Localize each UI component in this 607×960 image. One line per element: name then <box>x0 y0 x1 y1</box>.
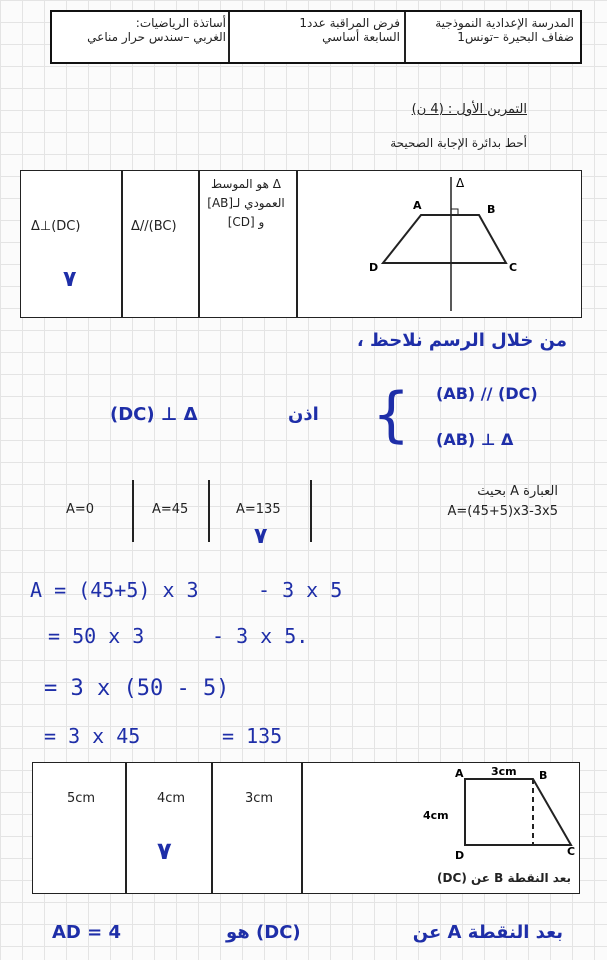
question3-stem: بعد النقطة B عن (DC) <box>437 871 571 885</box>
handwritten-conclusion: (DC) ⊥ Δ <box>110 404 198 425</box>
instruction-text: أحط بدائرة الإجابة الصحيحة <box>390 136 527 150</box>
option-5cm[interactable]: 5cm <box>67 791 96 806</box>
option-a-135[interactable]: A=135 <box>236 502 281 517</box>
question2-row <box>20 480 580 549</box>
label-b: B <box>487 203 496 216</box>
teachers-names: أساتذة الرياضيات: الغربي –سندس حرار مناعي <box>87 16 226 44</box>
calc-line-3: = 3 x (50 - 5) <box>44 676 230 701</box>
check-mark-q2: ٧ <box>254 524 268 549</box>
calc-line-4b: = 135 <box>222 724 283 748</box>
option-mediator[interactable]: Δ هو الموسط العمودي لـ[AB] و [CD] <box>207 177 285 229</box>
label-top-length: 3cm <box>491 765 517 778</box>
label-delta: Δ <box>456 176 465 190</box>
handwritten-parallel: (AB) // (DC) <box>436 384 538 403</box>
label-a: A <box>455 767 464 780</box>
option-3cm[interactable]: 3cm <box>245 791 274 806</box>
label-c: C <box>567 845 576 858</box>
calc-line-1b: - 3 x 5 <box>258 578 343 602</box>
handwritten-therefore: اذن <box>288 404 319 425</box>
right-trapezoid-figure <box>305 763 577 871</box>
option-4cm[interactable]: 4cm <box>157 791 186 806</box>
question2-stem: العبارة A بحيث A=(45+5)x3-3x5 <box>447 484 558 519</box>
label-c: C <box>509 261 518 274</box>
question3-table <box>32 762 580 894</box>
option-a-45[interactable]: A=45 <box>152 502 189 517</box>
school-name: المدرسة الإعدادية النموذجية ضفاف البحيرة –تونس1 <box>435 16 574 44</box>
header-box <box>50 10 582 64</box>
calc-line-4a: = 3 x 45 <box>44 724 141 748</box>
handwritten-dc: (DC) هو <box>226 922 301 943</box>
question1-table <box>20 170 582 318</box>
calc-line-1a: A = (45+5) x 3 <box>30 578 199 602</box>
handwritten-brace: { <box>372 380 411 450</box>
calc-line-2a: = 50 x 3 <box>48 624 145 648</box>
label-a: A <box>413 199 422 212</box>
trapezoid-figure <box>301 171 579 317</box>
label-side-length: 4cm <box>423 809 449 822</box>
handwritten-ad: AD = 4 <box>52 922 122 943</box>
check-mark: ٧ <box>63 267 77 292</box>
handwritten-observation: من خلال الرسم نلاحظ ، <box>356 330 567 351</box>
label-d: D <box>455 849 465 862</box>
option-parallel[interactable]: Δ//(BC) <box>131 219 177 234</box>
label-d: D <box>369 261 379 274</box>
calc-line-2b: - 3 x 5. <box>212 624 309 648</box>
check-mark-q3: ٧ <box>157 837 172 865</box>
handwritten-distance: بعد النقطة A عن <box>412 922 563 943</box>
exam-title: فرض المراقبة عدد1 السابعة أساسي <box>299 16 400 44</box>
exercise-title: التمرين الأول : (4 ن) <box>411 102 527 117</box>
option-a-0[interactable]: A=0 <box>66 502 95 517</box>
handwritten-perpendicular: (AB) ⊥ Δ <box>436 430 514 449</box>
label-b: B <box>539 769 548 782</box>
option-perpendicular[interactable]: Δ⊥(DC) <box>31 219 81 234</box>
